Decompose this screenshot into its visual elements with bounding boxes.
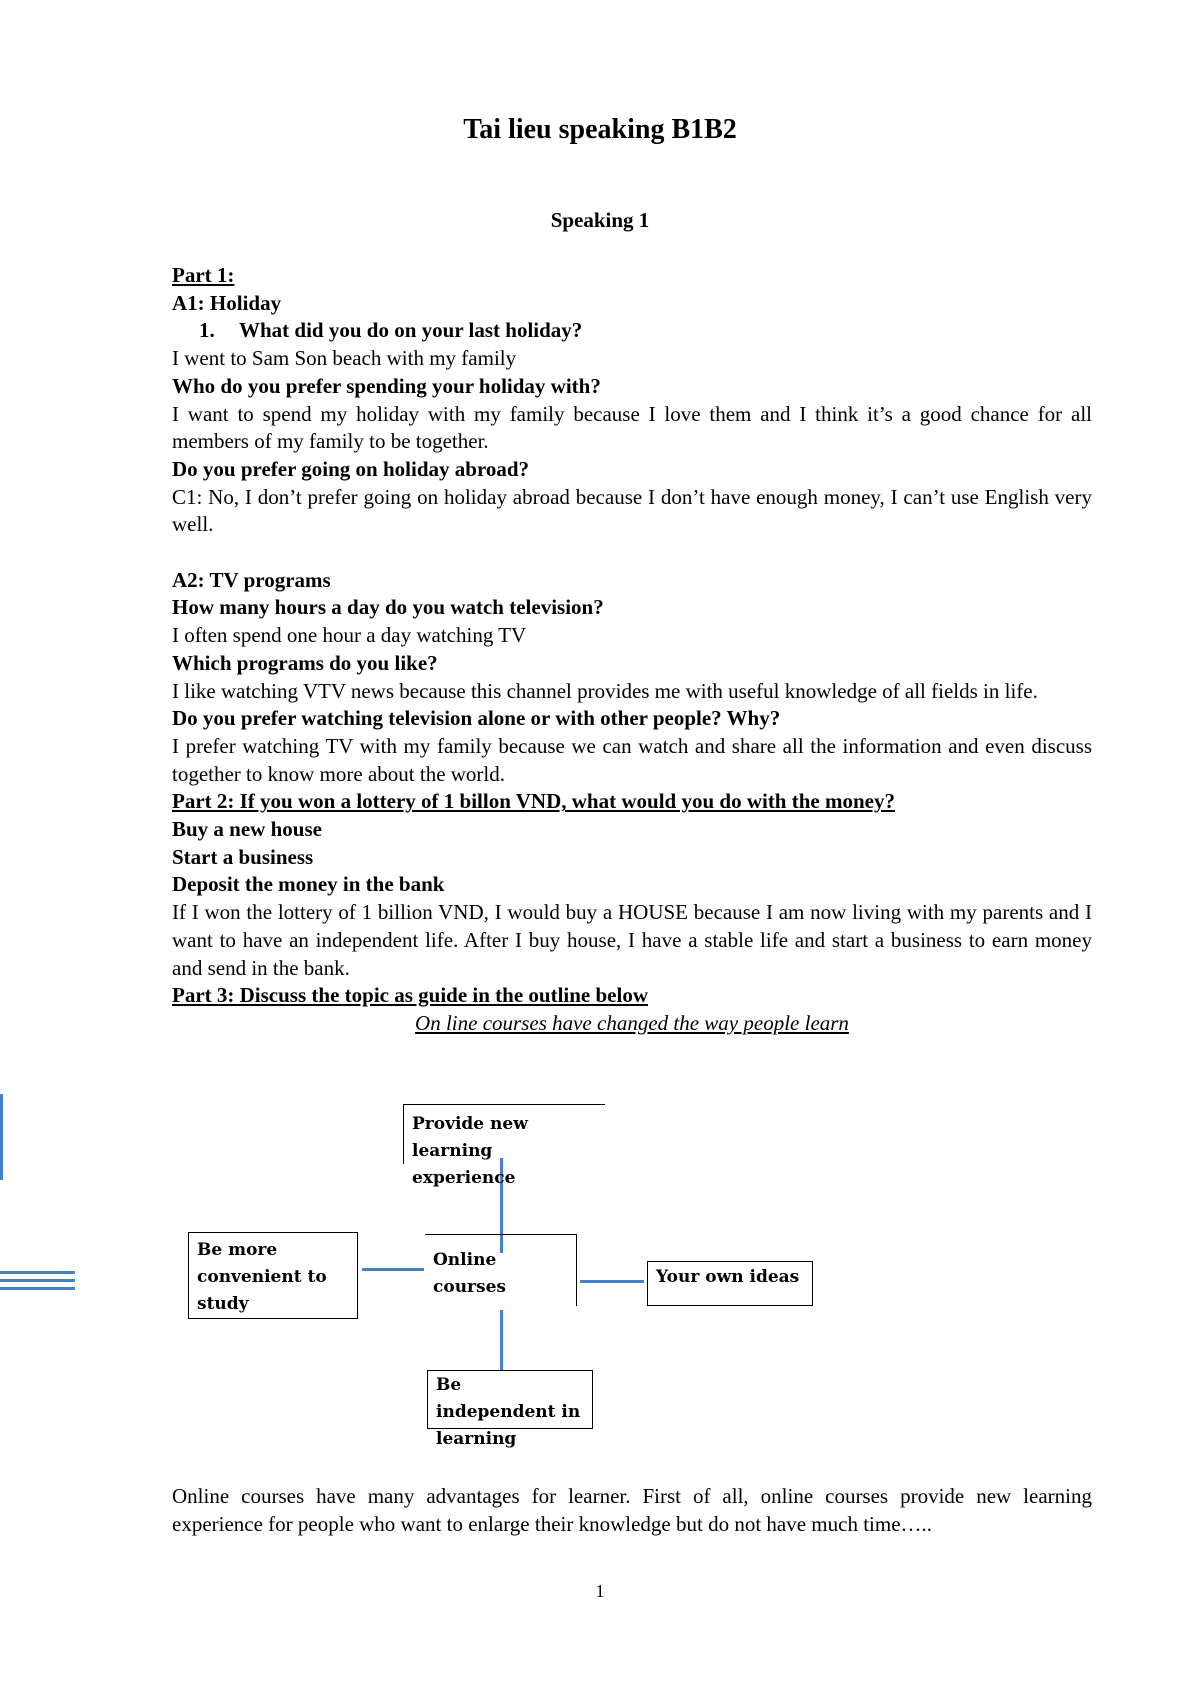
document-body xyxy=(172,262,1092,1038)
a1-heading: A1: Holiday xyxy=(172,290,282,315)
part2-option-3: Deposit the money in the bank xyxy=(172,872,445,897)
connector-right xyxy=(580,1280,644,1283)
diagram-box-bottom: Be independent in learning xyxy=(427,1370,593,1429)
a2-answer-3: I prefer watching TV with my family because we can watch and share all the information and even discuss together to know more about the world. xyxy=(172,733,1092,786)
a1-question-3: Do you prefer going on holiday abroad? xyxy=(172,456,530,481)
diagram-box-top: Provide new learning experience xyxy=(403,1104,605,1164)
spacer xyxy=(172,539,1092,567)
a1-question-2: Who do you prefer spending your holiday with? xyxy=(172,373,601,398)
question-text: What did you do on your last holiday? xyxy=(239,318,583,343)
a1-question-1 xyxy=(172,317,1092,345)
a1-answer-1: I went to Sam Son beach with my family xyxy=(172,346,517,371)
part3-answer: Online courses have many advantages for learner. First of all, online courses provide new learning experience for people who want to enlarge their knowledge but do not have much time….. xyxy=(172,1484,1092,1536)
connector-left xyxy=(362,1268,424,1271)
a2-question-3: Do you prefer watching television alone or with other people? Why? xyxy=(172,706,781,731)
diagram-box-left: Be more convenient to study xyxy=(188,1232,358,1319)
part2-option-2: Start a business xyxy=(172,844,314,869)
a2-answer-2: I like watching VTV news because this channel provides me with useful knowledge of all fields in life. xyxy=(172,678,1038,703)
a1-answer-3: C1: No, I don’t prefer going on holiday abroad because I don’t have enough money, I can’t use English very well. xyxy=(172,484,1092,537)
section-title: Speaking 1 xyxy=(550,208,650,232)
diagram-box-right: Your own ideas xyxy=(647,1261,813,1306)
part2-heading: Part 2: If you won a lottery of 1 billon VND, what would you do with the money? xyxy=(172,789,895,814)
diagram-box-center: Online courses xyxy=(425,1234,577,1306)
a1-answer-2: I want to spend my holiday with my family because I love them and I think it’s a good chance for all members of my family to be together. xyxy=(172,401,1092,454)
part3-topic: On line courses have changed the way people learn xyxy=(415,1010,849,1035)
a2-question-2: Which programs do you like? xyxy=(172,650,438,675)
a2-question-1: How many hours a day do you watch television? xyxy=(172,595,604,620)
a2-answer-1: I often spend one hour a day watching TV xyxy=(172,623,527,648)
list-number: 1. xyxy=(199,318,215,343)
document-title: Tai lieu speaking B1B2 xyxy=(463,114,737,145)
outline-diagram xyxy=(0,1100,1200,1449)
connector-bottom xyxy=(500,1310,503,1370)
page-number: 1 xyxy=(595,1581,605,1601)
part3-heading: Part 3: Discuss the topic as guide in the outline below xyxy=(172,983,649,1008)
part2-option-1: Buy a new house xyxy=(172,817,322,842)
part1-heading: Part 1: xyxy=(172,263,235,287)
a2-heading: A2: TV programs xyxy=(172,567,331,592)
part2-answer: If I won the lottery of 1 billion VND, I would buy a HOUSE because I am now living with my parents and I want to have an independent life. After I buy house, I have a stable life and start a business to earn money and send in the bank. xyxy=(172,900,1092,980)
